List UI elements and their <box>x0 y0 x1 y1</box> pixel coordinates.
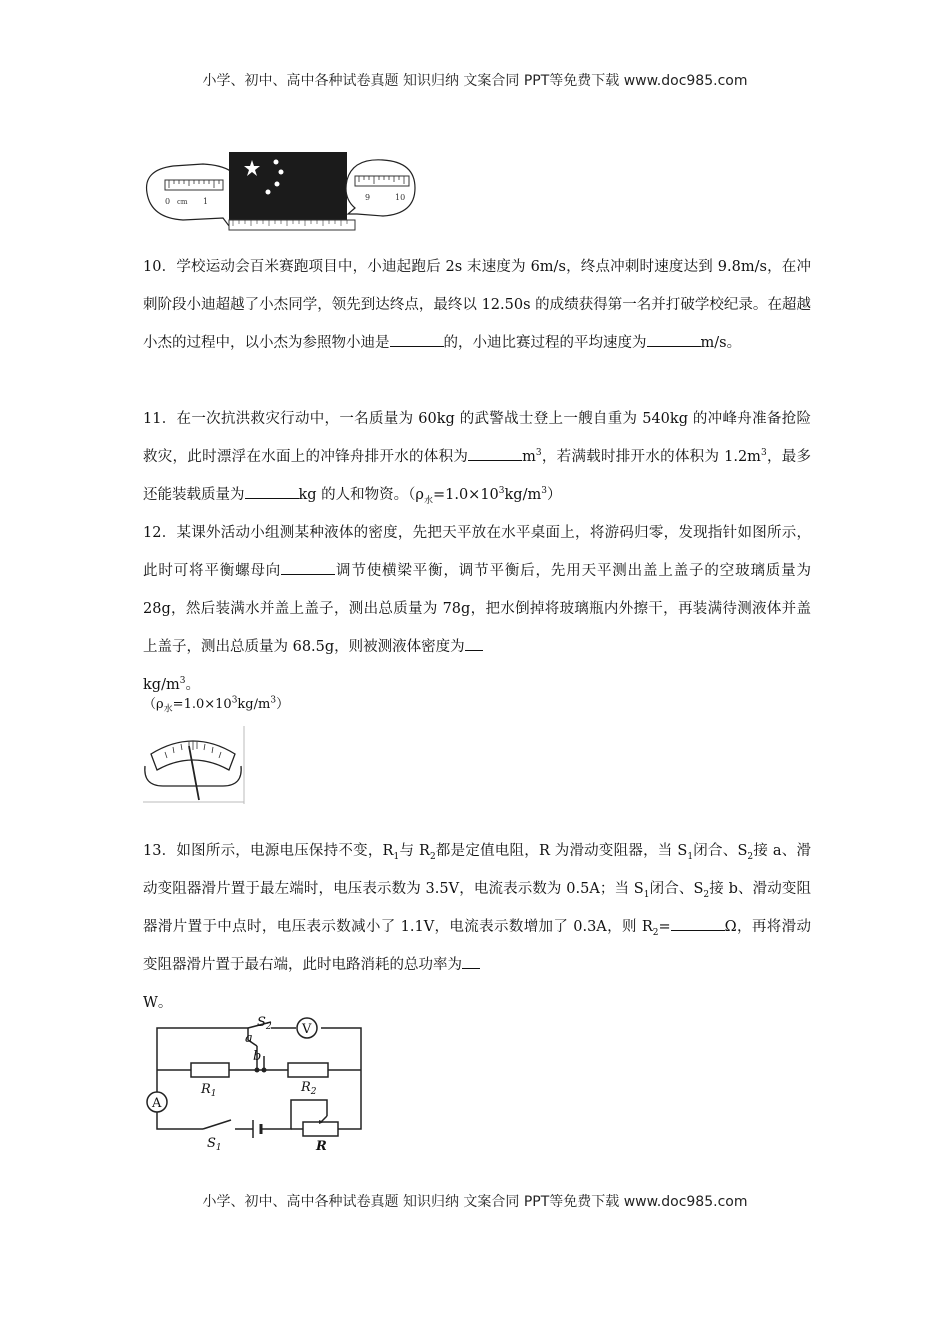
junction-node <box>262 1068 267 1073</box>
q13-text-6: 闭合、S <box>649 881 704 897</box>
q11-text-1: 11．在一次抗洪救灾行动中，一名质量为 60kg 的武警战士登上一艘自重为 540kg 的冲峰舟准备抢险救灾，此时漂浮在水面上的冲锋舟排开水的体积为 <box>143 411 811 465</box>
q12-note-2: =1.0×10 <box>172 697 232 712</box>
q13-text-9: Ω，再将滑动变阻器滑片置于最右端，此时电路消耗的总功率为 <box>143 919 811 973</box>
question-13 <box>143 832 811 1022</box>
q13-sub-7: 2 <box>652 927 659 938</box>
q10-blank-1[interactable] <box>390 332 444 347</box>
question-11 <box>143 400 811 514</box>
q13-text-2: 与 R <box>399 843 430 859</box>
resistor-r1 <box>191 1063 229 1077</box>
q11-sub-water: 水 <box>423 495 433 506</box>
question-12 <box>143 514 811 704</box>
q13-blank-1[interactable] <box>671 916 725 931</box>
q13-text-5: 接 a、滑动变阻器滑片置于最左端时，电压表示数为 3.5V，电流表示数为 0.5A；当 S <box>143 843 812 897</box>
q12-text-3: kg/m <box>143 677 180 693</box>
flag <box>229 152 347 222</box>
junction-node <box>255 1068 260 1073</box>
q13-text-10: W。 <box>143 995 173 1011</box>
q12-note-sup-2: 3 <box>270 695 277 706</box>
q12-blank-2[interactable] <box>465 636 483 651</box>
q12-text-2: 调节使横梁平衡，调节平衡后，先用天平测出盖上盖子的空玻璃质量为 28g，然后装满水并盖上盖子，测出总质量为 78g，把水倒掉将玻璃瓶内外擦干，再装满待测液体并盖上盖子，测出总质量为 68.5g，则被测液体密度为 <box>143 563 812 655</box>
q11-text-6: =1.0×10 <box>432 487 499 503</box>
q13-text-4: 闭合、S <box>693 843 748 859</box>
label-r1: $R_1$ <box>201 1082 217 1099</box>
q12-blank-1[interactable] <box>281 560 335 575</box>
balance-pointer-figure <box>143 726 247 804</box>
ruler-label-9: 9 <box>365 193 371 202</box>
q13-sub-4: 2 <box>747 851 754 862</box>
q12-note-4: ） <box>276 697 290 712</box>
left-magnifier-bubble <box>147 164 242 226</box>
q13-sub-3: 1 <box>687 851 694 862</box>
q13-sub-2: 2 <box>429 851 436 862</box>
q13-text-3: 都是定值电阻，R 为滑动变阻器，当 S <box>435 843 688 859</box>
flag-ruler-figure <box>143 148 418 236</box>
label-b: b <box>253 1049 262 1064</box>
ruler-label-10: 10 <box>395 193 406 202</box>
page-header: 小学、初中、高中各种试卷真题 知识归纳 文案合同 PPT等免费下载 www.doc985.com <box>202 73 748 89</box>
q11-text-8: ） <box>546 487 562 503</box>
q12-text-1: 12．某课外活动小组测某种液体的密度，先把天平放在水平桌面上，将游码归零，发现指针如图所示，此时可将平衡螺母向 <box>143 525 811 579</box>
q13-text-7: 接 b、滑动变阻器滑片置于中点时，电压表示数减小了 1.1V，电流表示数增加了 0.3A，则 R <box>143 881 811 935</box>
q12-sup-1: 3 <box>179 676 186 687</box>
q11-text-3: ，若满载时排开水的体积为 1.2m <box>541 449 761 465</box>
q12-density-note <box>143 690 811 720</box>
resistor-r2 <box>288 1063 328 1077</box>
bottom-ruler <box>229 220 355 230</box>
q11-text-4: ，最多还能装载质量为 <box>143 449 812 503</box>
q13-sub-1: 1 <box>393 851 400 862</box>
q10-blank-2[interactable] <box>647 332 701 347</box>
q12-note-sup-1: 3 <box>231 695 238 706</box>
ruler-label-cm: cm <box>177 198 188 206</box>
question-10 <box>143 248 811 362</box>
q13-sub-5: 1 <box>643 889 650 900</box>
q11-sup-4: 3 <box>541 486 547 497</box>
q12-text-4: 。 <box>185 677 200 693</box>
q11-blank-1[interactable] <box>468 446 522 461</box>
q13-text-8: = <box>658 919 671 935</box>
q10-text-3: m/s。 <box>700 335 742 351</box>
q12-note-3: kg/m <box>237 697 271 712</box>
q11-blank-2[interactable] <box>245 484 299 499</box>
q11-sup-3: 3 <box>498 486 505 497</box>
rheostat-slider <box>321 1116 327 1122</box>
label-r: R <box>316 1139 327 1151</box>
right-magnifier-bubble <box>346 160 415 216</box>
q10-text-1: 10．学校运动会百米赛跑项目中，小迪起跑后 2s 末速度为 6m/s，终点冲刺时速度达到 9.8m/s，在冲刺阶段小迪超越了小杰同学，领先到达终点，最终以 12.50s 的成绩获得第一名并打破学校纪录。在超越小杰的过程中，以小杰为参照物小迪是 <box>143 259 811 351</box>
label-s2: $S_2$ <box>257 1016 272 1032</box>
q11-sup-2: 3 <box>760 448 767 459</box>
small-star-icon <box>274 160 279 165</box>
q11-text-5: kg 的人和物资。（ρ <box>298 487 424 503</box>
ruler-label-1: 1 <box>203 197 209 206</box>
s1-blade <box>203 1120 231 1129</box>
q13-text-1: 13．如图所示，电源电压保持不变，R <box>143 843 394 859</box>
label-r2: $R_2$ <box>301 1080 317 1097</box>
label-s1: $S_1$ <box>207 1136 222 1151</box>
ruler-label-0: 0 <box>165 197 171 206</box>
q13-sub-6: 2 <box>703 889 710 900</box>
label-a: a <box>245 1031 253 1046</box>
small-star-icon <box>266 190 271 195</box>
circuit-diagram <box>143 1016 383 1151</box>
q13-blank-2[interactable] <box>462 954 480 969</box>
q11-text-7: kg/m <box>504 487 542 503</box>
small-star-icon <box>279 170 284 175</box>
q11-text-2: m <box>522 449 536 465</box>
right-ruler <box>355 176 409 186</box>
q12-note-1: （ρ <box>143 697 164 712</box>
rheostat-r <box>303 1122 338 1136</box>
q10-text-2: 的，小迪比赛过程的平均速度为 <box>443 335 647 351</box>
wire-bottom-left <box>157 1121 203 1129</box>
ammeter-label: A <box>152 1096 162 1111</box>
q11-sup-1: 3 <box>535 448 542 459</box>
voltmeter-label: V <box>302 1022 312 1037</box>
small-star-icon <box>275 182 280 187</box>
page-footer: 小学、初中、高中各种试卷真题 知识归纳 文案合同 PPT等免费下载 www.doc985.com <box>202 1194 748 1210</box>
q12-note-sub: 水 <box>163 704 173 715</box>
